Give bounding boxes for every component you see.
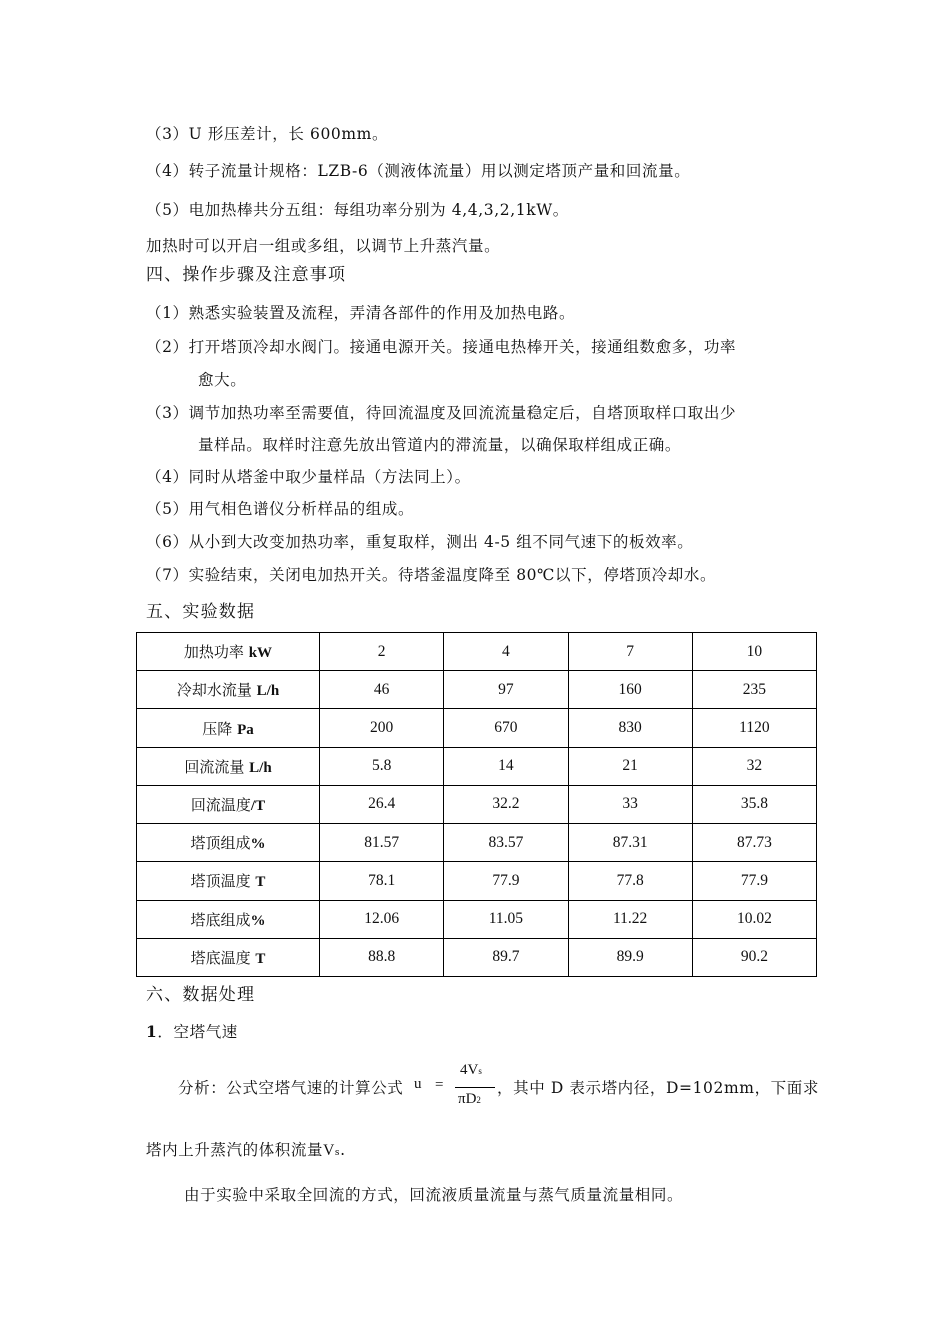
table-cell: 7 bbox=[568, 633, 692, 671]
experiment-data-table bbox=[136, 632, 817, 977]
table-cell: 2 bbox=[320, 633, 444, 671]
table-cell: 46 bbox=[320, 671, 444, 709]
table-cell: 32.2 bbox=[444, 785, 568, 823]
formula-denominator bbox=[458, 1091, 481, 1108]
table-cell: 35.8 bbox=[692, 785, 816, 823]
section6-title: 六、数据处理 bbox=[146, 985, 256, 1005]
subsection-1-heading bbox=[146, 1021, 238, 1043]
row-header bbox=[137, 785, 320, 823]
section4-title: 四、操作步骤及注意事项 bbox=[146, 265, 347, 285]
table-cell: 89.7 bbox=[444, 938, 568, 976]
table-cell: 77.9 bbox=[692, 862, 816, 900]
step-2: （2）打开塔顶冷却水阀门。接通电源开关。接通电热棒开关，接通组数愈多，功率 bbox=[146, 338, 737, 356]
row-unit: L/h bbox=[249, 759, 272, 776]
table-cell: 14 bbox=[444, 747, 568, 785]
table-row bbox=[137, 938, 817, 976]
table-row bbox=[137, 671, 817, 709]
table-row bbox=[137, 824, 817, 862]
table-cell: 77.8 bbox=[568, 862, 692, 900]
table-cell: 830 bbox=[568, 709, 692, 747]
formula-numerator-sub: s bbox=[478, 1066, 482, 1076]
table-cell: 88.8 bbox=[320, 938, 444, 976]
row-unit: /T bbox=[250, 797, 266, 814]
equipment-item-4: （4）转子流量计规格：LZB-6（测液体流量）用以测定塔顶产量和回流量。 bbox=[146, 162, 691, 180]
row-unit: Pa bbox=[237, 721, 254, 738]
equipment-item-5: （5）电加热棒共分五组：每组功率分别为 4,4,3,2,1kW。 bbox=[146, 201, 569, 219]
table-row bbox=[137, 900, 817, 938]
row-label: 压降 bbox=[202, 719, 233, 738]
table-cell: 90.2 bbox=[692, 938, 816, 976]
table-cell: 160 bbox=[568, 671, 692, 709]
row-label: 加热功率 bbox=[183, 643, 244, 662]
formula-numerator bbox=[460, 1062, 482, 1079]
reflux-note: 由于实验中采取全回流的方式，回流液质量流量与蒸气质量流量相同。 bbox=[184, 1186, 684, 1204]
table-cell: 89.9 bbox=[568, 938, 692, 976]
row-header bbox=[137, 747, 320, 785]
table-cell: 33 bbox=[568, 785, 692, 823]
step-7: （7）实验结束，关闭电加热开关。待塔釜温度降至 80℃以下，停塔顶冷却水。 bbox=[146, 566, 717, 584]
formula-denominator-sup: 2 bbox=[476, 1095, 481, 1105]
section5-title: 五、实验数据 bbox=[146, 602, 256, 622]
table-row bbox=[137, 862, 817, 900]
table-cell: 81.57 bbox=[320, 824, 444, 862]
table-cell: 83.57 bbox=[444, 824, 568, 862]
table-row bbox=[137, 747, 817, 785]
row-unit: % bbox=[250, 912, 266, 929]
equipment-note: 加热时可以开启一组或多组，以调节上升蒸汽量。 bbox=[146, 237, 501, 255]
row-label: 塔底温度 bbox=[190, 948, 251, 967]
row-header bbox=[137, 938, 320, 976]
formula-numerator-text: 4V bbox=[460, 1062, 479, 1078]
table-cell: 12.06 bbox=[320, 900, 444, 938]
table-cell: 87.73 bbox=[692, 824, 816, 862]
row-label: 冷却水流量 bbox=[176, 681, 252, 700]
subsection-number: 1 bbox=[146, 1022, 158, 1041]
step-5: （5）用气相色谱仪分析样品的组成。 bbox=[146, 500, 415, 518]
table-cell: 87.31 bbox=[568, 824, 692, 862]
formula-equals: = bbox=[435, 1077, 444, 1093]
table-cell: 10.02 bbox=[692, 900, 816, 938]
step-1: （1）熟悉实验装置及流程，弄清各部件的作用及加热电路。 bbox=[146, 304, 576, 322]
row-unit: kW bbox=[248, 645, 273, 662]
step-3: （3）调节加热功率至需要值，待回流温度及回流流量稳定后，自塔顶取样口取出少 bbox=[146, 404, 737, 422]
table-cell: 26.4 bbox=[320, 785, 444, 823]
volume-flow-text: 塔内上升蒸汽的体积流量 bbox=[146, 1141, 324, 1159]
row-header bbox=[137, 862, 320, 900]
volume-flow-line bbox=[146, 1139, 346, 1164]
table-row bbox=[137, 633, 817, 671]
table-cell: 5.8 bbox=[320, 747, 444, 785]
table-cell: 200 bbox=[320, 709, 444, 747]
step-2-continuation: 愈大。 bbox=[198, 371, 247, 389]
step-4: （4）同时从塔釜中取少量样品（方法同上）。 bbox=[146, 468, 471, 486]
row-header bbox=[137, 709, 320, 747]
table-cell: 21 bbox=[568, 747, 692, 785]
row-header bbox=[137, 671, 320, 709]
table-cell: 78.1 bbox=[320, 862, 444, 900]
table-cell: 11.05 bbox=[444, 900, 568, 938]
table-cell: 77.9 bbox=[444, 862, 568, 900]
table-cell: 235 bbox=[692, 671, 816, 709]
row-unit: % bbox=[250, 836, 266, 853]
table-cell: 10 bbox=[692, 633, 816, 671]
table-cell: 670 bbox=[444, 709, 568, 747]
table-cell: 97 bbox=[444, 671, 568, 709]
row-header bbox=[137, 900, 320, 938]
table-row bbox=[137, 709, 817, 747]
row-label: 回流温度 bbox=[190, 795, 251, 814]
table-cell: 4 bbox=[444, 633, 568, 671]
table-cell: 32 bbox=[692, 747, 816, 785]
subsection-title: ．空塔气速 bbox=[157, 1023, 238, 1041]
row-header bbox=[137, 633, 320, 671]
volume-flow-end: . bbox=[340, 1141, 346, 1159]
row-header bbox=[137, 824, 320, 862]
table-cell: 11.22 bbox=[568, 900, 692, 938]
fraction-bar bbox=[455, 1087, 495, 1088]
row-unit: T bbox=[255, 874, 266, 891]
table-row bbox=[137, 785, 817, 823]
row-label: 回流流量 bbox=[184, 757, 245, 776]
row-label: 塔顶组成 bbox=[190, 834, 251, 853]
row-label: 塔顶温度 bbox=[190, 872, 251, 891]
row-label: 塔底组成 bbox=[190, 910, 251, 929]
volume-flow-variable-sub: s bbox=[334, 1148, 341, 1158]
row-unit: L/h bbox=[256, 683, 280, 700]
analysis-suffix: ，其中 D 表示塔内径，D=102mm，下面求 bbox=[497, 1079, 819, 1097]
analysis-prefix: 分析：公式空塔气速的计算公式 bbox=[178, 1079, 404, 1097]
step-6: （6）从小到大改变加热功率，重复取样，测出 4-5 组不同气速下的板效率。 bbox=[146, 533, 694, 551]
formula-lhs: u bbox=[414, 1076, 422, 1092]
volume-flow-variable: V bbox=[323, 1142, 335, 1159]
formula-denominator-text: πD bbox=[458, 1091, 477, 1107]
row-unit: T bbox=[255, 950, 266, 967]
equipment-item-3: （3）U 形压差计，长 600mm。 bbox=[146, 125, 389, 143]
step-3-continuation: 量样品。取样时注意先放出管道内的滞流量，以确保取样组成正确。 bbox=[198, 436, 682, 454]
table-cell: 1120 bbox=[692, 709, 816, 747]
